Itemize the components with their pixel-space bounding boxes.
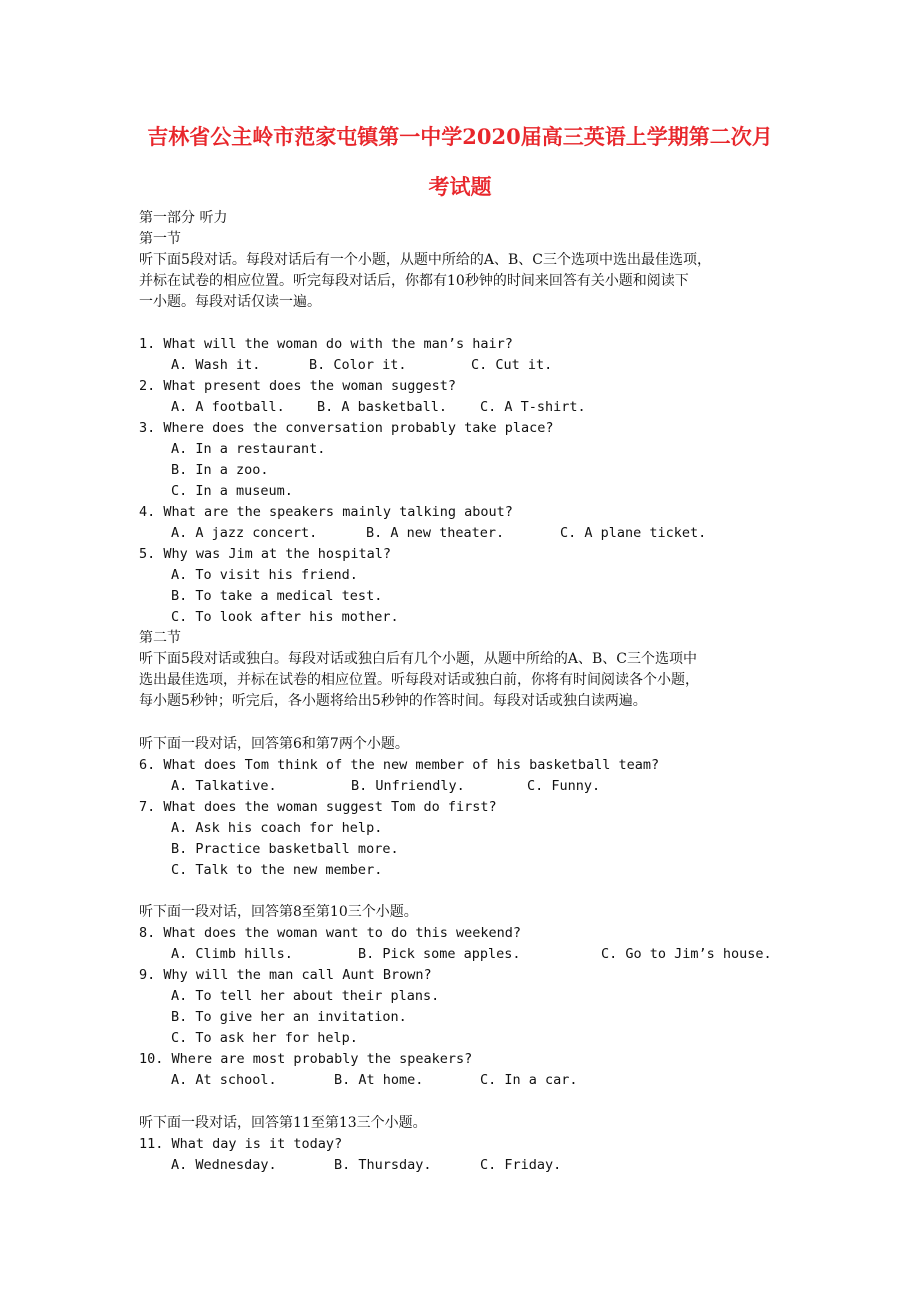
section1-instructions-line3: 一小题。每段对话仅读一遍。: [139, 294, 321, 310]
question-8-option-b: B. Pick some apples.: [358, 946, 521, 962]
question-9-option-c: C. To ask her for help.: [171, 1030, 358, 1046]
question-5-option-b: B. To take a medical test.: [171, 588, 383, 604]
section2-instructions-line1: 听下面5段对话或独白。每段对话或独白后有几个小题，从题中所给的A、B、C三个选项中: [139, 651, 698, 667]
question-1-stem: 1. What will the woman do with the man’s hair?: [139, 336, 513, 352]
dialogue-group-2-heading: 听下面一段对话，回答第8至第10三个小题。: [139, 904, 418, 920]
question-8-stem: 8. What does the woman want to do this weekend?: [139, 925, 522, 941]
question-9-option-a: A. To tell her about their plans.: [171, 988, 440, 1004]
section1-instructions-line2: 并标在试卷的相应位置。听完每段对话后，你都有10秒钟的时间来回答有关小题和阅读下: [139, 273, 689, 289]
question-8-option-c: C. Go to Jim’s house.: [601, 946, 772, 962]
dialogue-group-3-heading: 听下面一段对话，回答第11至第13三个小题。: [139, 1115, 427, 1131]
dialogue-group-1-heading: 听下面一段对话，回答第6和第7两个小题。: [139, 736, 409, 752]
question-11-option-c: C. Friday.: [480, 1157, 562, 1173]
question-1-option-a: A. Wash it.: [171, 357, 261, 373]
question-3-stem: 3. Where does the conversation probably take place?: [139, 420, 554, 436]
question-11-option-a: A. Wednesday.: [171, 1157, 277, 1173]
section2-instructions-line2: 选出最佳选项，并标在试卷的相应位置。听每段对话或独白前，你将有时间阅读各个小题，: [139, 672, 699, 688]
question-10-option-b: B. At home.: [334, 1072, 424, 1088]
question-10-stem: 10. Where are most probably the speakers?: [139, 1051, 473, 1067]
question-6-option-c: C. Funny.: [527, 778, 601, 794]
question-8-option-a: A. Climb hills.: [171, 946, 293, 962]
question-5-stem: 5. Why was Jim at the hospital?: [139, 546, 391, 562]
question-10-option-a: A. At school.: [171, 1072, 277, 1088]
question-1-option-b: B. Color it.: [309, 357, 407, 373]
section1-instructions-line1: 听下面5段对话。每段对话后有一个小题，从题中所给的A、B、C三个选项中选出最佳选项，: [139, 252, 712, 268]
question-7-stem: 7. What does the woman suggest Tom do first?: [139, 799, 497, 815]
question-6-stem: 6. What does Tom think of the new member of his basketball team?: [139, 757, 660, 773]
question-11-stem: 11. What day is it today?: [139, 1136, 343, 1152]
document-title-line2: 考试题: [428, 174, 492, 199]
section1-heading: 第一节: [139, 231, 181, 247]
question-2-option-a: A. A football.: [171, 399, 285, 415]
question-3-option-a: A. In a restaurant.: [171, 441, 326, 457]
question-5-option-a: A. To visit his friend.: [171, 567, 358, 583]
question-6-option-a: A. Talkative.: [171, 778, 277, 794]
question-4-stem: 4. What are the speakers mainly talking about?: [139, 504, 513, 520]
question-1-option-c: C. Cut it.: [471, 357, 553, 373]
question-5-option-c: C. To look after his mother.: [171, 609, 399, 625]
question-4-option-c: C. A plane ticket.: [560, 525, 707, 541]
question-11-option-b: B. Thursday.: [334, 1157, 432, 1173]
section2-heading: 第二节: [139, 630, 181, 646]
question-10-option-c: C. In a car.: [480, 1072, 578, 1088]
question-2-option-b: B. A basketball.: [317, 399, 448, 415]
document-title-line1: 吉林省公主岭市范家屯镇第一中学2020届高三英语上学期第二次月: [147, 124, 773, 149]
question-9-option-b: B. To give her an invitation.: [171, 1009, 407, 1025]
question-4-option-a: A. A jazz concert.: [171, 525, 318, 541]
section2-instructions-line3: 每小题5秒钟；听完后，各小题将给出5秒钟的作答时间。每段对话或独白读两遍。: [139, 693, 647, 709]
question-7-option-c: C. Talk to the new member.: [171, 862, 383, 878]
question-9-stem: 9. Why will the man call Aunt Brown?: [139, 967, 432, 983]
question-7-option-a: A. Ask his coach for help.: [171, 820, 383, 836]
question-3-option-c: C. In a museum.: [171, 483, 293, 499]
question-4-option-b: B. A new theater.: [366, 525, 505, 541]
part1-heading: 第一部分 听力: [139, 210, 228, 226]
question-2-option-c: C. A T-shirt.: [480, 399, 586, 415]
question-3-option-b: B. In a zoo.: [171, 462, 269, 478]
question-2-stem: 2. What present does the woman suggest?: [139, 378, 456, 394]
question-7-option-b: B. Practice basketball more.: [171, 841, 399, 857]
question-6-option-b: B. Unfriendly.: [351, 778, 465, 794]
